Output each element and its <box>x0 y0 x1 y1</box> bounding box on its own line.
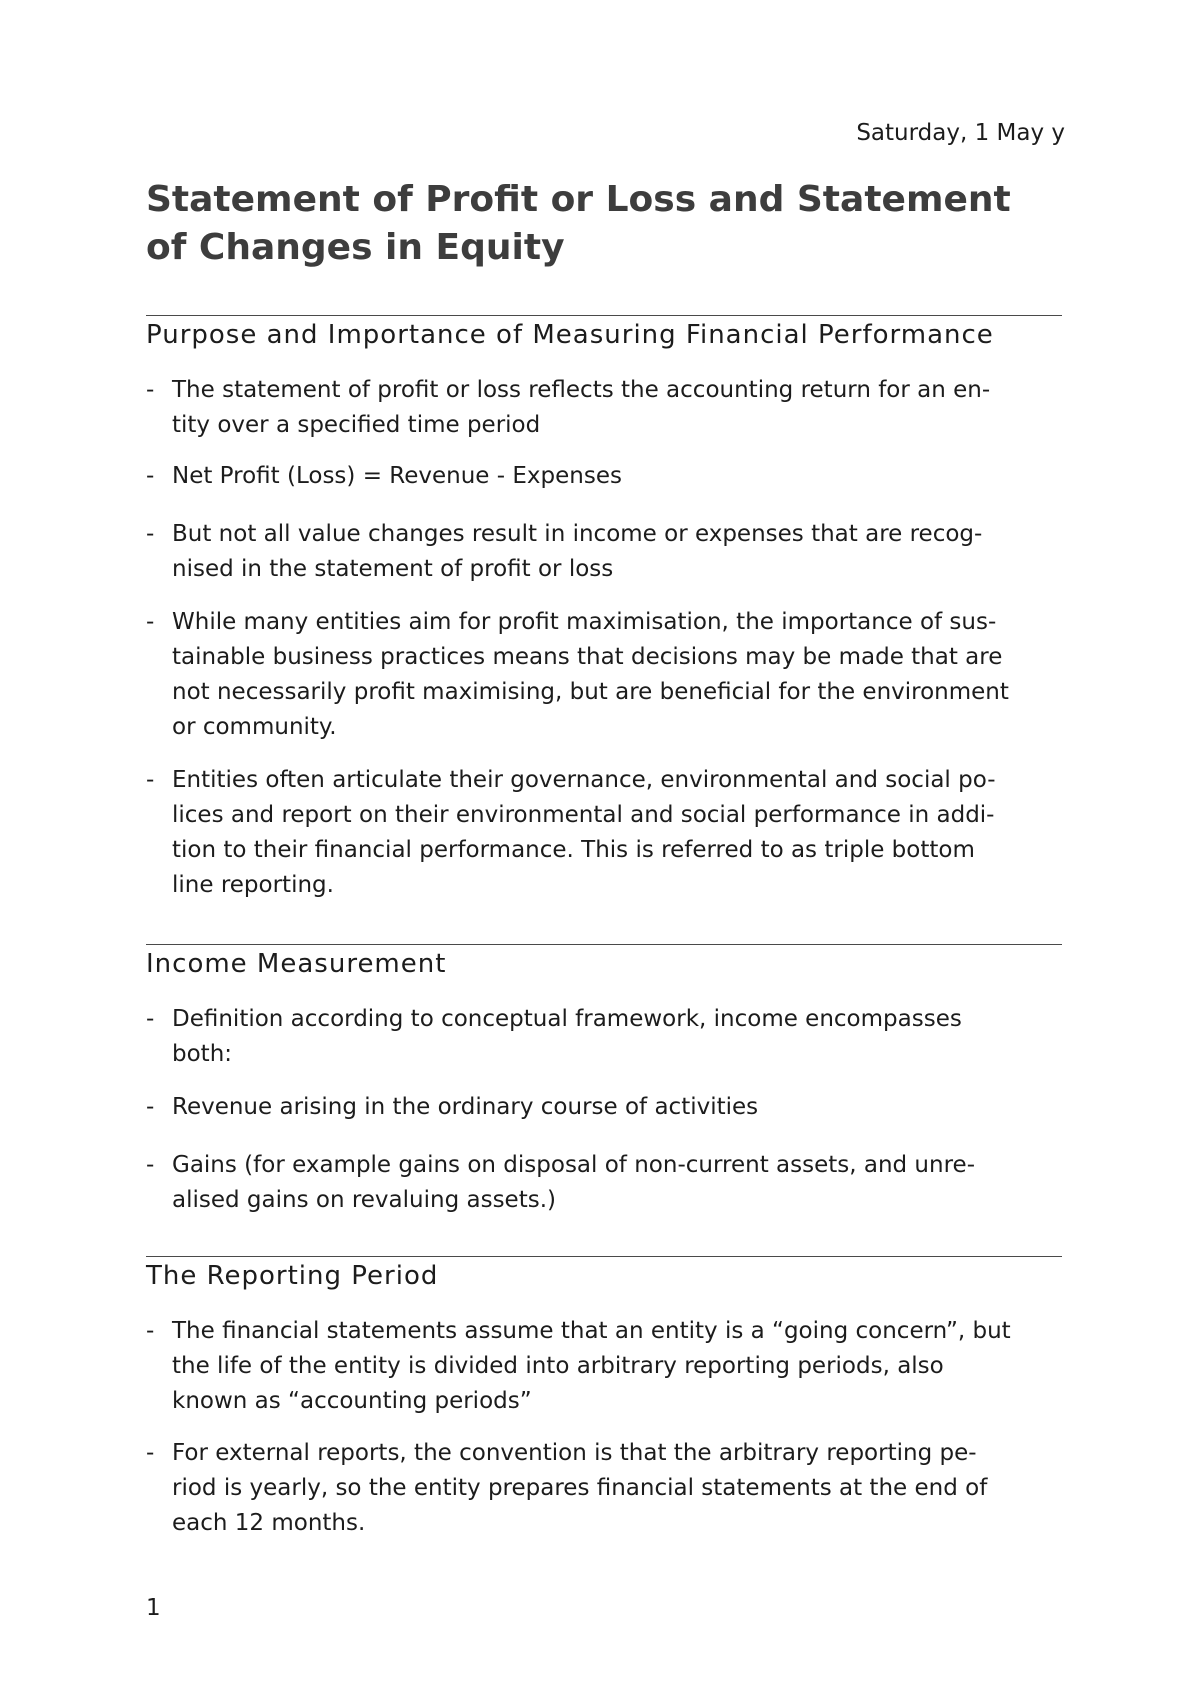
list-item <box>146 1002 1062 1072</box>
section-divider <box>146 944 1062 945</box>
list-item-line: not necessarily profit maximising, but are beneficial for the environment <box>172 679 1009 705</box>
list-item-line: each 12 months. <box>172 1510 366 1536</box>
list-item-line: the life of the entity is divided into arbitrary reporting periods, also <box>172 1353 944 1379</box>
list-item-line: Revenue arising in the ordinary course of activities <box>172 1094 759 1120</box>
list-item-line: line reporting. <box>172 872 334 898</box>
page-title <box>146 176 1066 272</box>
dash-marker: - <box>146 1006 155 1032</box>
dash-marker: - <box>146 1152 155 1178</box>
list-item-line: For external reports, the convention is that the arbitrary reporting pe- <box>172 1440 977 1466</box>
list-item-line: nised in the statement of profit or loss <box>172 556 614 582</box>
dash-marker: - <box>146 609 155 635</box>
list-item-line: Net Profit (Loss) = Revenue - Expenses <box>172 463 622 489</box>
page-date: Saturday, 1 May y <box>856 120 1065 146</box>
list-item-line: Entities often articulate their governance, environmental and social po- <box>172 767 996 793</box>
title-line-2: of Changes in Equity <box>146 227 565 268</box>
list-item <box>146 459 1062 494</box>
list-item-line: Definition according to conceptual framework, income encompasses <box>172 1006 962 1032</box>
dash-marker: - <box>146 377 155 403</box>
list-item-line: alised gains on revaluing assets.) <box>172 1187 556 1213</box>
list-item-line: The financial statements assume that an entity is a “going concern”, but <box>172 1318 1011 1344</box>
list-item <box>146 373 1062 443</box>
dash-marker: - <box>146 1318 155 1344</box>
list-item-line: The statement of profit or loss reflects the accounting return for an en- <box>172 377 991 403</box>
dash-marker: - <box>146 1440 155 1466</box>
list-item <box>146 763 1062 903</box>
list-item-line: tainable business practices means that decisions may be made that are <box>172 644 1003 670</box>
dash-marker: - <box>146 767 155 793</box>
section-heading: Income Measurement <box>146 949 447 979</box>
list-item <box>146 1314 1062 1419</box>
dash-marker: - <box>146 521 155 547</box>
list-item-line: lices and report on their environmental and social performance in addi- <box>172 802 995 828</box>
section-heading: The Reporting Period <box>146 1261 439 1291</box>
page-number: 1 <box>146 1595 161 1621</box>
list-item <box>146 1436 1062 1541</box>
list-item-line: tity over a specified time period <box>172 412 541 438</box>
list-item-line: or community. <box>172 714 337 740</box>
list-item-line: tion to their financial performance. This is referred to as triple bottom <box>172 837 975 863</box>
list-item-line: riod is yearly, so the entity prepares financial statements at the end of <box>172 1475 988 1501</box>
section-income-measurement <box>146 944 1062 1213</box>
list-item-line: known as “accounting periods” <box>172 1388 532 1414</box>
list-item-line: Gains (for example gains on disposal of non-current assets, and unre- <box>172 1152 975 1178</box>
section-divider <box>146 315 1062 316</box>
list-item <box>146 1090 1062 1125</box>
dash-marker: - <box>146 1094 155 1120</box>
section-heading: Purpose and Importance of Measuring Financial Performance <box>146 320 994 350</box>
section-divider <box>146 1256 1062 1257</box>
list-item <box>146 605 1062 745</box>
list-item-line: While many entities aim for profit maximisation, the importance of sus- <box>172 609 997 635</box>
section-purpose <box>146 315 1062 898</box>
list-item <box>146 517 1062 587</box>
list-item <box>146 1148 1062 1218</box>
list-item-line: both: <box>172 1041 233 1067</box>
section-reporting-period <box>146 1256 1062 1536</box>
list-item-line: But not all value changes result in income or expenses that are recog- <box>172 521 983 547</box>
dash-marker: - <box>146 463 155 489</box>
title-line-1: Statement of Profit or Loss and Statement <box>146 179 1011 220</box>
